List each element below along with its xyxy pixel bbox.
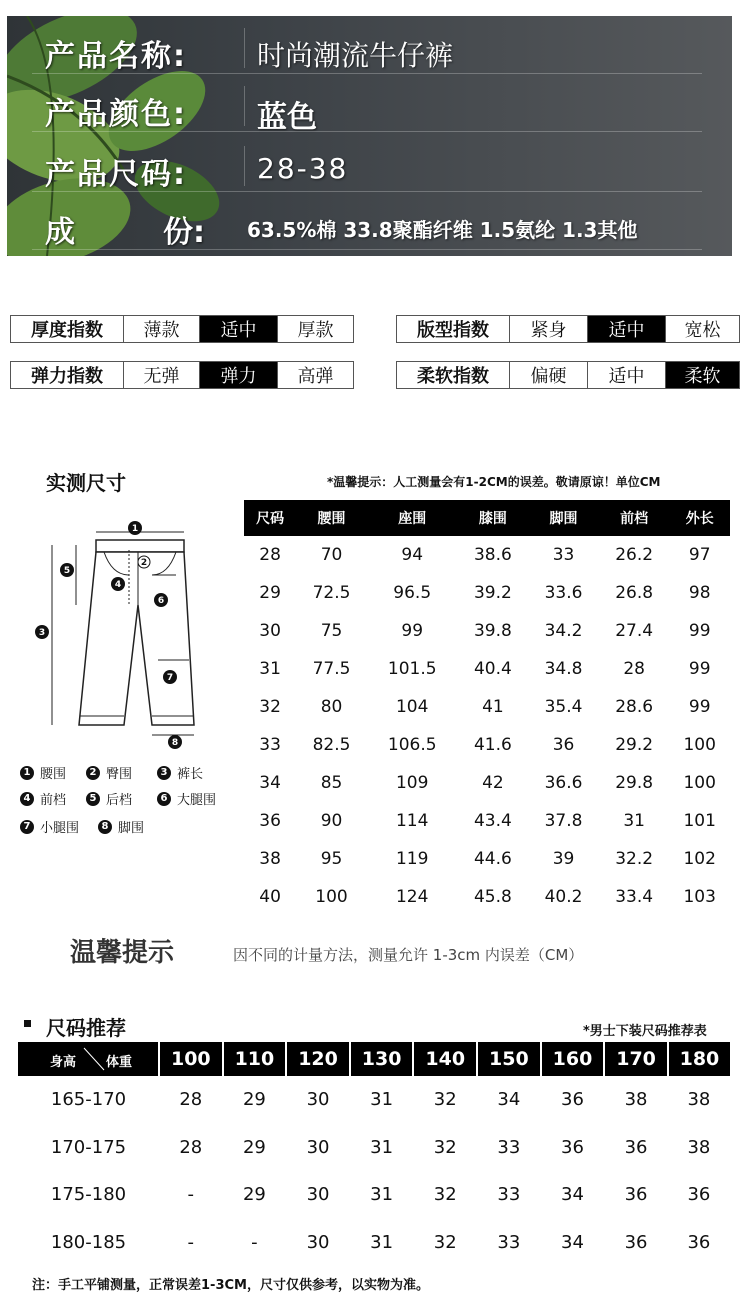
- product-size-label: 产品尺码:: [45, 157, 187, 192]
- table-row: [18, 1171, 730, 1219]
- size-cell: 30: [306, 1089, 330, 1111]
- index-option-selected: 柔软: [665, 362, 739, 388]
- height-cell: 175-180: [50, 1184, 127, 1206]
- weight-header-cell: 140: [413, 1042, 477, 1076]
- measure-cell: 75: [320, 621, 343, 641]
- measure-cell: 31: [623, 811, 645, 831]
- size-recommend-table: [18, 1042, 730, 1266]
- product-color-row: [7, 80, 732, 135]
- product-size-row: [7, 140, 732, 192]
- size-cell: 31: [370, 1136, 394, 1158]
- index-label: 版型指数: [417, 320, 489, 341]
- measure-cell: 33: [259, 735, 281, 755]
- corner-header: [18, 1042, 159, 1076]
- svg-text:1: 1: [131, 524, 139, 534]
- table-row: [18, 1219, 730, 1267]
- legend-number-icon: 1: [20, 766, 34, 780]
- measure-cell: 101.5: [387, 659, 437, 679]
- measure-cell: 40: [259, 887, 281, 907]
- index-option-selected: 弹力: [199, 362, 277, 388]
- measure-title: 实测尺寸: [46, 471, 126, 495]
- measure-cell: 40.2: [544, 887, 583, 907]
- measure-cell: 85: [320, 773, 343, 793]
- size-cell: -: [187, 1231, 195, 1253]
- product-name-label: 产品名称:: [45, 39, 187, 74]
- size-cell: 28: [179, 1089, 203, 1111]
- size-cell: 36: [687, 1184, 711, 1206]
- index-group: [10, 361, 354, 389]
- svg-text:6: 6: [157, 596, 165, 606]
- index-label: 柔软指数: [417, 366, 489, 387]
- warm-tip-title: 温馨提示: [70, 938, 175, 968]
- product-info-banner: [7, 16, 732, 256]
- index-option: 高弹: [277, 362, 353, 388]
- product-composition-label: 成 份:: [45, 215, 205, 250]
- legend-item: [86, 763, 132, 782]
- index-label: 厚度指数: [31, 320, 103, 341]
- measure-cell: 70: [320, 545, 343, 565]
- measure-cell: 77.5: [312, 659, 351, 679]
- measure-cell: 72.5: [312, 583, 351, 603]
- legend-item: [20, 789, 66, 808]
- measure-cell: 34: [259, 773, 281, 793]
- measure-cell: 39.2: [473, 583, 512, 603]
- svg-text:4: 4: [114, 580, 122, 590]
- weight-header-cell: 160: [541, 1042, 605, 1076]
- size-cell: 34: [561, 1231, 584, 1253]
- size-cell: 30: [306, 1136, 330, 1158]
- table-row: [244, 802, 730, 840]
- table-row: [244, 840, 730, 878]
- product-color-label: 产品颜色:: [45, 97, 187, 132]
- index-option-selected: 适中: [587, 316, 665, 342]
- size-cell: 32: [433, 1089, 457, 1111]
- weight-header-cell: 110: [223, 1042, 287, 1076]
- size-cell: 32: [433, 1231, 457, 1253]
- legend-item: [98, 817, 144, 836]
- measure-cell: 41.6: [473, 735, 512, 755]
- product-name-value: 时尚潮流牛仔裤: [257, 39, 454, 72]
- measure-cell: 103: [683, 887, 716, 907]
- measure-cell: 39.8: [473, 621, 512, 641]
- size-cell: 38: [624, 1089, 648, 1111]
- measure-cell: 33: [552, 545, 575, 565]
- measure-cell: 98: [688, 583, 711, 603]
- measure-header-cell: 腰围: [296, 500, 367, 536]
- table-row: [18, 1076, 730, 1124]
- measure-cell: 124: [395, 887, 429, 907]
- section-bullet-icon: [24, 1020, 31, 1027]
- measure-cell: 28: [623, 659, 645, 679]
- measure-cell: 30: [259, 621, 281, 641]
- size-cell: 38: [687, 1136, 711, 1158]
- height-cell: 180-185: [50, 1231, 127, 1253]
- table-row: [244, 878, 730, 916]
- legend-text: 小腿围: [40, 821, 80, 836]
- legend-number-icon: 4: [20, 792, 34, 806]
- measure-cell: 106.5: [387, 735, 437, 755]
- diagonal-line-icon: [82, 1046, 106, 1072]
- measure-cell: 94: [401, 545, 424, 565]
- index-group: [396, 361, 740, 389]
- measure-header-cell: 前档: [599, 500, 670, 536]
- measure-cell: 102: [683, 849, 716, 869]
- index-option: 无弹: [123, 362, 199, 388]
- size-cell: 33: [497, 1231, 521, 1253]
- size-cell: 36: [624, 1136, 648, 1158]
- legend-text: 大腿围: [177, 793, 217, 808]
- table-row: [244, 764, 730, 802]
- size-cell: 36: [624, 1231, 648, 1253]
- legend-number-icon: 6: [157, 792, 171, 806]
- size-cell: 33: [497, 1136, 521, 1158]
- size-cell: -: [251, 1231, 258, 1253]
- legend-text: 后档: [106, 793, 133, 808]
- measure-cell: 26.8: [615, 583, 654, 603]
- measure-cell: 32.2: [615, 849, 654, 869]
- product-composition-value: 63.5%棉 33.8聚酯纤维 1.5氨纶 1.3其他: [247, 218, 638, 242]
- index-option: 薄款: [123, 316, 199, 342]
- legend-number-icon: 2: [86, 766, 100, 780]
- size-cell: 32: [433, 1136, 457, 1158]
- measure-cell: 28: [259, 545, 281, 565]
- svg-text:7: 7: [166, 673, 174, 683]
- measure-table: [244, 500, 730, 916]
- table-row: [244, 536, 730, 574]
- measure-header-cell: 尺码: [244, 500, 296, 536]
- measure-cell: 36: [259, 811, 281, 831]
- size-cell: 32: [433, 1184, 457, 1206]
- weight-header-cell: 150: [477, 1042, 541, 1076]
- measure-header-cell: 膝围: [458, 500, 529, 536]
- svg-text:8: 8: [171, 738, 179, 748]
- size-cell: 31: [370, 1231, 394, 1253]
- footnote: 注：手工平铺测量，正常误差1-3CM，尺寸仅供参考，以实物为准。: [32, 1278, 429, 1293]
- measure-cell: 97: [688, 545, 711, 565]
- measure-cell: 31: [259, 659, 281, 679]
- svg-text:5: 5: [63, 566, 71, 576]
- measure-cell: 80: [320, 697, 343, 717]
- measure-cell: 100: [683, 735, 716, 755]
- index-group: [396, 315, 740, 343]
- size-cell: 36: [561, 1136, 584, 1158]
- weight-header-cell: 100: [159, 1042, 223, 1076]
- size-cell: 30: [306, 1184, 330, 1206]
- measure-cell: 39: [552, 849, 575, 869]
- recommend-title: 尺码推荐: [46, 1016, 126, 1040]
- measure-header-cell: 外长: [669, 500, 730, 536]
- table-row: [18, 1124, 730, 1172]
- size-cell: 29: [242, 1089, 266, 1111]
- svg-text:2: 2: [140, 558, 148, 568]
- legend-item: [20, 817, 79, 836]
- measure-cell: 34.2: [544, 621, 583, 641]
- table-row: [244, 574, 730, 612]
- legend-item: [157, 789, 216, 808]
- size-cell: 34: [561, 1184, 584, 1206]
- measure-cell: 99: [688, 697, 711, 717]
- size-cell: 29: [242, 1136, 266, 1158]
- measure-cell: 95: [320, 849, 343, 869]
- table-row: [244, 612, 730, 650]
- measure-cell: 32: [259, 697, 281, 717]
- size-cell: 36: [624, 1184, 648, 1206]
- legend-text: 臀围: [106, 767, 133, 782]
- recommend-note: *男士下装尺码推荐表: [583, 1024, 707, 1039]
- index-group: [10, 315, 354, 343]
- legend-number-icon: 3: [157, 766, 171, 780]
- legend-text: 裤长: [177, 767, 204, 782]
- index-option: 厚款: [277, 316, 353, 342]
- index-label: 弹力指数: [31, 366, 103, 387]
- height-cell: 170-175: [50, 1136, 127, 1158]
- measure-cell: 38: [259, 849, 281, 869]
- measure-cell: 114: [395, 811, 429, 831]
- measure-cell: 119: [395, 849, 429, 869]
- product-name-row: [7, 22, 732, 74]
- weight-header-cell: 120: [286, 1042, 350, 1076]
- size-cell: 29: [242, 1184, 266, 1206]
- measure-cell: 28.6: [615, 697, 654, 717]
- product-size-value: 28-38: [257, 152, 349, 185]
- size-cell: 36: [687, 1231, 711, 1253]
- legend-item: [86, 789, 132, 808]
- measure-cell: 29.2: [615, 735, 654, 755]
- corner-weight-label: 体重: [106, 1055, 133, 1070]
- warm-tip-text: 因不同的计量方法，测量允许 1-3cm 内误差（CM）: [233, 946, 584, 964]
- measure-cell: 90: [320, 811, 343, 831]
- index-option: 适中: [587, 362, 665, 388]
- svg-text:3: 3: [38, 628, 46, 638]
- legend-item: [157, 763, 203, 782]
- legend-text: 腰围: [40, 767, 67, 782]
- size-cell: 31: [370, 1184, 394, 1206]
- measure-cell: 29.8: [615, 773, 654, 793]
- measure-cell: 44.6: [473, 849, 512, 869]
- weight-header-cell: 130: [350, 1042, 414, 1076]
- size-cell: 31: [370, 1089, 394, 1111]
- index-option: 偏硬: [509, 362, 587, 388]
- index-option-selected: 适中: [199, 316, 277, 342]
- corner-height-label: 身高: [50, 1055, 77, 1070]
- measure-cell: 99: [401, 621, 424, 641]
- measure-tip: *温馨提示：人工测量会有1-2CM的误差。敬请原谅！单位CM: [327, 475, 661, 489]
- measure-cell: 34.8: [544, 659, 583, 679]
- size-cell: -: [187, 1184, 195, 1206]
- index-option: 宽松: [665, 316, 739, 342]
- measure-cell: 38.6: [473, 545, 512, 565]
- measure-cell: 35.4: [544, 697, 583, 717]
- measure-cell: 26.2: [615, 545, 654, 565]
- measure-cell: 101: [683, 811, 716, 831]
- table-row: [244, 688, 730, 726]
- measure-cell: 42: [482, 773, 504, 793]
- measure-cell: 33.4: [615, 887, 654, 907]
- measure-cell: 29: [259, 583, 281, 603]
- size-cell: 28: [179, 1136, 203, 1158]
- measure-cell: 45.8: [473, 887, 512, 907]
- table-row: [244, 726, 730, 764]
- product-composition-row: [7, 198, 732, 250]
- measure-header-cell: 脚围: [528, 500, 599, 536]
- legend-text: 前档: [40, 793, 67, 808]
- measure-cell: 100: [683, 773, 716, 793]
- measure-cell: 43.4: [473, 811, 512, 831]
- legend-item: [20, 763, 66, 782]
- pants-diagram-icon: [34, 520, 234, 750]
- measure-cell: 104: [395, 697, 429, 717]
- measure-cell: 99: [688, 659, 711, 679]
- measure-cell: 33.6: [544, 583, 583, 603]
- measure-cell: 41: [482, 697, 504, 717]
- weight-header-cell: 180: [668, 1042, 730, 1076]
- weight-header-cell: 170: [604, 1042, 668, 1076]
- legend-number-icon: 7: [20, 820, 34, 834]
- size-cell: 34: [497, 1089, 521, 1111]
- measure-cell: 109: [395, 773, 429, 793]
- product-color-value: 蓝色: [257, 100, 317, 135]
- measure-cell: 36.6: [544, 773, 583, 793]
- measure-cell: 27.4: [615, 621, 654, 641]
- measure-cell: 37.8: [544, 811, 583, 831]
- legend-number-icon: 8: [98, 820, 112, 834]
- measure-header-cell: 座围: [367, 500, 458, 536]
- size-cell: 36: [561, 1089, 584, 1111]
- measure-cell: 99: [688, 621, 711, 641]
- table-row: [244, 650, 730, 688]
- measure-cell: 82.5: [312, 735, 351, 755]
- height-cell: 165-170: [50, 1089, 127, 1111]
- size-cell: 38: [687, 1089, 711, 1111]
- legend-number-icon: 5: [86, 792, 100, 806]
- measure-cell: 36: [552, 735, 575, 755]
- size-cell: 33: [497, 1184, 521, 1206]
- index-option: 紧身: [509, 316, 587, 342]
- legend-text: 脚围: [118, 821, 145, 836]
- measure-cell: 96.5: [393, 583, 432, 603]
- size-cell: 30: [306, 1231, 330, 1253]
- measure-cell: 100: [315, 887, 348, 907]
- measure-cell: 40.4: [473, 659, 512, 679]
